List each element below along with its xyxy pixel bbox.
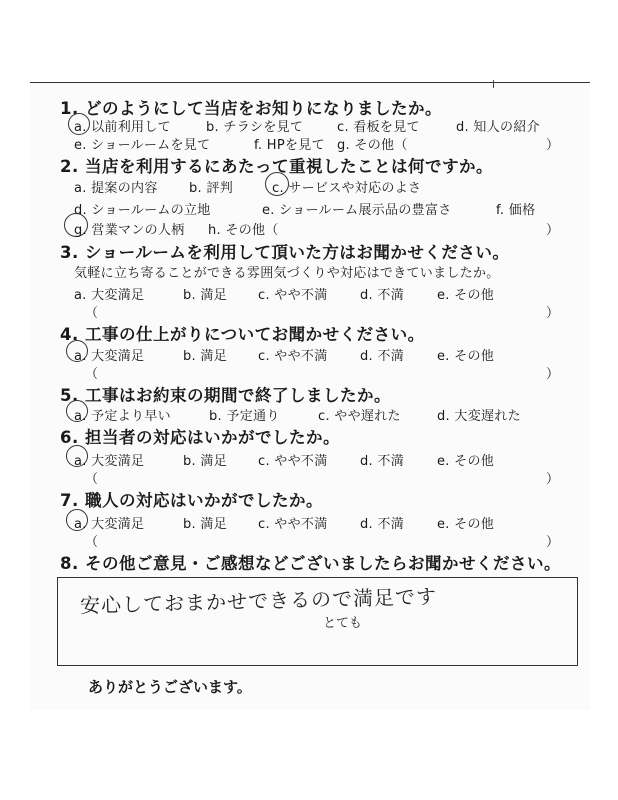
- top-rule: [30, 82, 590, 83]
- q4-option-d: d. 不満: [360, 349, 405, 364]
- q4-option-a: a. 大変満足: [74, 349, 145, 364]
- q2-option-f: f. 価格: [496, 203, 536, 218]
- q6-option-e: e. その他: [437, 454, 495, 469]
- tick-mark: [493, 80, 494, 88]
- q1-option-d: d. 知人の紹介: [456, 120, 540, 135]
- q5-option-d: d. 大変遅れた: [437, 409, 521, 424]
- q2-option-e: e. ショールーム展示品の豊富さ: [262, 203, 452, 218]
- q6-option-a: a. 大変満足: [74, 454, 145, 469]
- q1-paren-close: ）: [546, 138, 560, 153]
- q4-option-c: c. やや不満: [258, 349, 328, 364]
- q4-option-b: b. 満足: [183, 349, 228, 364]
- q3-option-e: e. その他: [437, 288, 495, 303]
- q7-option-c: c. やや不満: [258, 517, 328, 532]
- q7-option-b: b. 満足: [183, 517, 228, 532]
- q3-option-d: d. 不満: [360, 288, 405, 303]
- q6-option-d: d. 不満: [360, 454, 405, 469]
- q1-option-b: b. チラシを見て: [206, 120, 304, 135]
- q3-option-b: b. 満足: [183, 288, 228, 303]
- q6-title: 6. 担当者の対応はいかがでしたか。: [60, 428, 340, 447]
- q7-paren-open: （: [85, 535, 99, 550]
- q2-option-g: g. 営業マンの人柄: [74, 223, 185, 238]
- q7-option-a: a. 大変満足: [74, 517, 145, 532]
- q5-option-b: b. 予定通り: [209, 409, 280, 424]
- q3-subtitle: 気軽に立ち寄ることができる雰囲気づくりや対応はできていましたか。: [74, 266, 500, 281]
- q5-option-c: c. やや遅れた: [318, 409, 401, 424]
- q7-paren-close: ）: [546, 535, 560, 550]
- q6-paren-open: （: [85, 472, 99, 487]
- q1-title: 1. どのようにして当店をお知りになりましたか。: [60, 99, 442, 118]
- q2-option-c: c. サービスや対応のよさ: [272, 181, 422, 196]
- q1-option-g: g. その他（: [337, 138, 408, 153]
- q3-option-c: c. やや不満: [258, 288, 328, 303]
- q2-option-h: h. その他（: [208, 223, 279, 238]
- q6-paren-close: ）: [546, 472, 560, 487]
- q4-option-e: e. その他: [437, 349, 495, 364]
- q1-option-c: c. 看板を見て: [337, 120, 420, 135]
- q3-title: 3. ショールームを利用して頂いた方はお聞かせください。: [60, 243, 510, 262]
- q6-option-b: b. 満足: [183, 454, 228, 469]
- q2-option-a: a. 提案の内容: [74, 181, 158, 196]
- q3-option-a: a. 大変満足: [74, 288, 145, 303]
- q2-option-d: d. ショールームの立地: [74, 203, 211, 218]
- handwritten-comment: 安心しておまかせできるので満足です: [79, 584, 438, 618]
- q2-title: 2. 当店を利用するにあたって重視したことは何ですか。: [60, 157, 493, 176]
- q8-title: 8. その他ご意見・ご感想などございましたらお聞かせください。: [60, 554, 561, 573]
- q1-option-e: e. ショールームを見て: [74, 138, 211, 153]
- q4-title: 4. 工事の仕上がりについてお聞かせください。: [60, 325, 425, 344]
- q2-paren-close: ）: [546, 223, 560, 238]
- q7-option-e: e. その他: [437, 517, 495, 532]
- q7-option-d: d. 不満: [360, 517, 405, 532]
- q3-paren-open: （: [85, 306, 99, 321]
- q1-option-f: f. HPを見て: [254, 138, 325, 153]
- handwritten-insert: とても: [323, 616, 363, 631]
- q1-option-a: a. 以前利用して: [74, 120, 171, 135]
- q4-paren-close: ）: [546, 367, 560, 382]
- q7-title: 7. 職人の対応はいかがでしたか。: [60, 491, 323, 510]
- q4-paren-open: （: [85, 367, 99, 382]
- q3-paren-close: ）: [546, 306, 560, 321]
- q2-option-b: b. 評判: [189, 181, 234, 196]
- q5-title: 5. 工事はお約束の期間で終了しましたか。: [60, 386, 391, 405]
- q6-option-c: c. やや不満: [258, 454, 328, 469]
- q5-option-a: a. 予定より早い: [74, 409, 171, 424]
- thanks-message: ありがとうございます。: [88, 678, 252, 696]
